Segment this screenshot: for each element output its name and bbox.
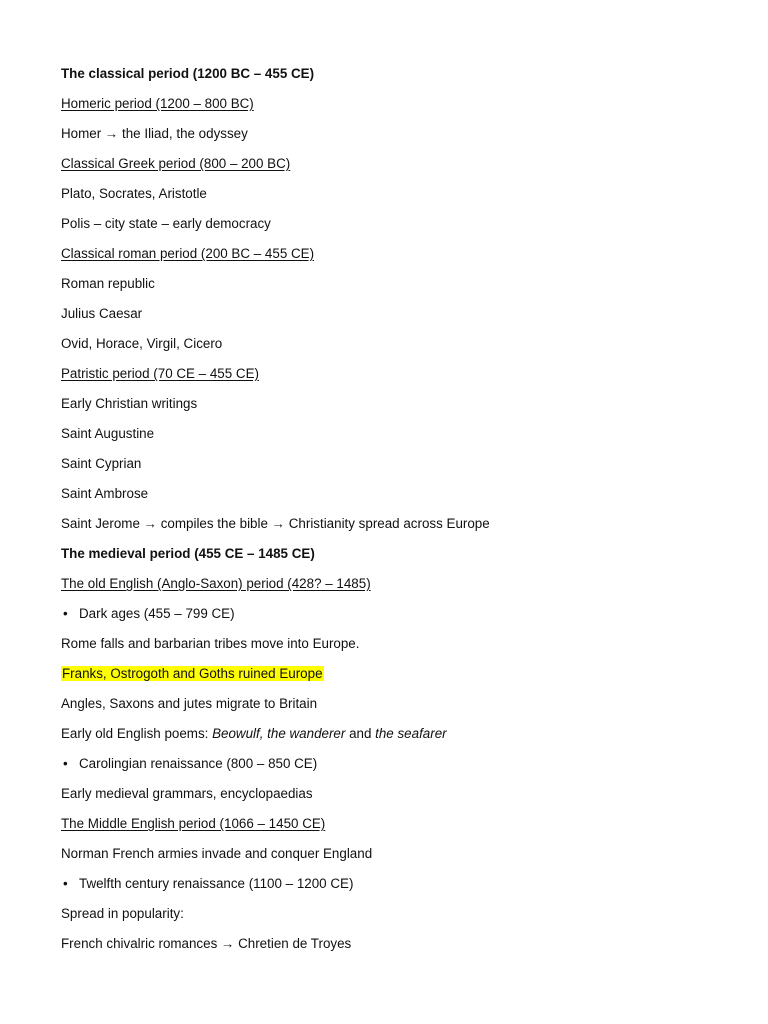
text-line: Saint Ambrose <box>61 486 149 501</box>
text-line: Early Christian writings <box>61 396 198 411</box>
subheading-classical-roman-period: Classical roman period (200 BC – 455 CE) <box>61 246 315 261</box>
document-body <box>61 63 721 963</box>
text-line: Rome falls and barbarian tribes move into Europe. <box>61 636 360 651</box>
subheading-classical-greek-period: Classical Greek period (800 – 200 BC) <box>61 156 291 171</box>
heading-classical-period: The classical period (1200 BC – 455 CE) <box>61 66 315 81</box>
text-line: Angles, Saxons and jutes migrate to Britain <box>61 696 318 711</box>
bullet-text: Twelfth century renaissance (1100 – 1200 CE) <box>79 876 354 891</box>
poem-title: the seafarer <box>375 726 447 741</box>
bullet-icon: • <box>63 876 68 891</box>
text-line: Polis – city state – early democracy <box>61 216 271 231</box>
subheading-homeric-period: Homeric period (1200 – 800 BC) <box>61 96 254 111</box>
conjunction: and <box>345 726 376 741</box>
bullet-item <box>61 753 721 783</box>
text-line-poems <box>61 723 721 753</box>
text-line: Saint Jerome → compiles the bible → Christianity spread across Europe <box>61 516 490 531</box>
text-line: Plato, Socrates, Aristotle <box>61 186 207 201</box>
bullet-item <box>61 873 721 903</box>
highlighted-text: Franks, Ostrogoth and Goths ruined Europe <box>62 666 323 681</box>
text-line: Homer → the Iliad, the odyssey <box>61 126 248 141</box>
bullet-icon: • <box>63 606 68 621</box>
bullet-icon: • <box>63 756 68 771</box>
heading-medieval-period: The medieval period (455 CE – 1485 CE) <box>61 546 315 561</box>
text-line: Saint Cyprian <box>61 456 142 471</box>
text-line: Norman French armies invade and conquer England <box>61 846 373 861</box>
subheading-old-english-period: The old English (Anglo-Saxon) period (428? – 1485) <box>61 576 371 591</box>
text-line: Ovid, Horace, Virgil, Cicero <box>61 336 223 351</box>
poems-label: Early old English poems: <box>61 726 213 741</box>
text-line: Julius Caesar <box>61 306 143 321</box>
text-line: Early medieval grammars, encyclopaedias <box>61 786 313 801</box>
poem-titles: Beowulf, the wanderer <box>212 726 346 741</box>
bullet-item <box>61 603 721 633</box>
text-line: Roman republic <box>61 276 155 291</box>
subheading-patristic-period: Patristic period (70 CE – 455 CE) <box>61 366 259 381</box>
subheading-middle-english-period: The Middle English period (1066 – 1450 CE) <box>61 816 326 831</box>
bullet-text: Dark ages (455 – 799 CE) <box>79 606 235 621</box>
bullet-text: Carolingian renaissance (800 – 850 CE) <box>79 756 318 771</box>
text-line: Saint Augustine <box>61 426 155 441</box>
text-line: Spread in popularity: <box>61 906 184 921</box>
text-line: French chivalric romances → Chretien de Troyes <box>61 936 352 951</box>
